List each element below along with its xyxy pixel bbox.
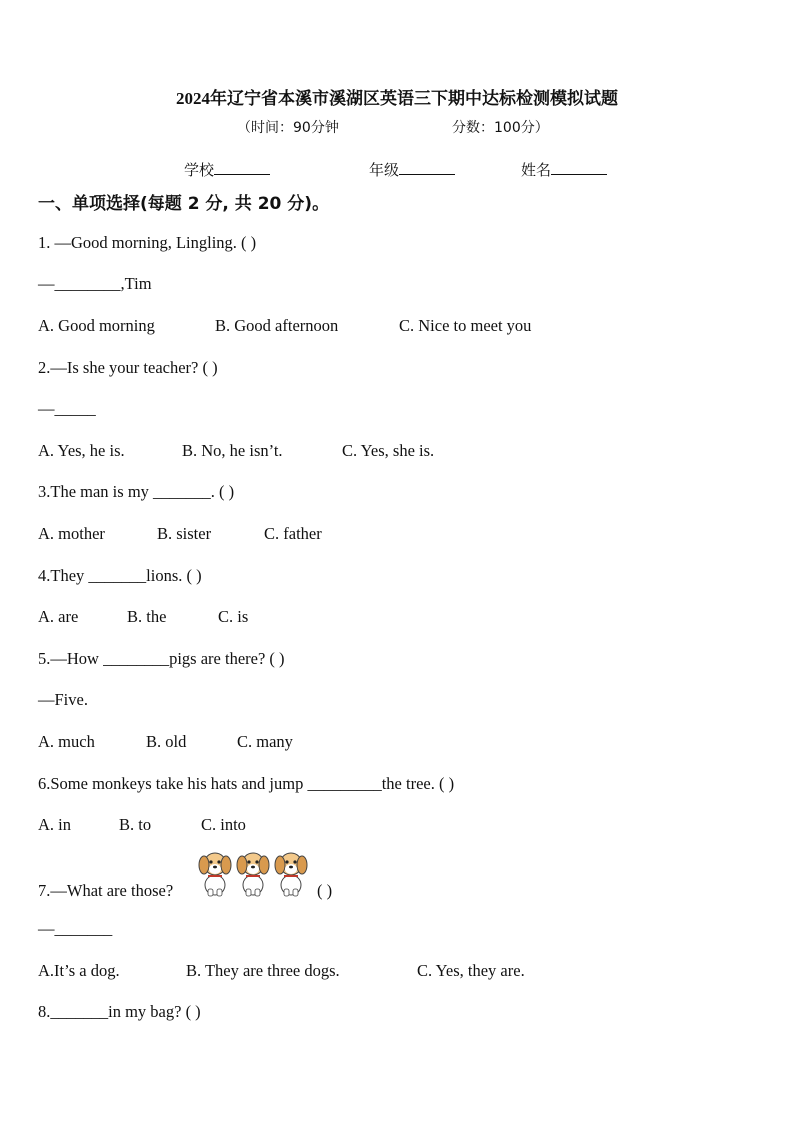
question-3-option-c[interactable]: C. father <box>264 524 322 543</box>
school-label: 学校 <box>184 161 215 179</box>
question-7-stem: 7.—What are those? <box>38 881 174 900</box>
question-2-option-c[interactable]: C. Yes, she is. <box>342 441 435 460</box>
question-5-reply: —Five. <box>38 690 88 709</box>
question-2-option-a[interactable]: A. Yes, he is. <box>38 441 125 460</box>
name-label: 姓名 <box>521 161 552 179</box>
dog-icon <box>199 853 231 896</box>
question-5-stem: 5.—How ________pigs are there? ( ) <box>38 649 285 668</box>
question-6-option-b[interactable]: B. to <box>119 815 152 834</box>
question-4-option-a[interactable]: A. are <box>38 607 79 626</box>
dog-icon <box>275 853 307 896</box>
question-5-option-c[interactable]: C. many <box>237 732 293 751</box>
question-6-option-c[interactable]: C. into <box>201 815 246 834</box>
question-1-option-c[interactable]: C. Nice to meet you <box>399 316 532 335</box>
question-2-stem: 2.—Is she your teacher? ( ) <box>38 358 218 377</box>
question-3-stem: 3.The man is my _______. ( ) <box>38 482 235 501</box>
question-3-option-a[interactable]: A. mother <box>38 524 105 543</box>
dog-icon <box>237 853 269 896</box>
question-5-option-a[interactable]: A. much <box>38 732 95 751</box>
question-7-reply: —_______ <box>38 919 113 938</box>
question-4-option-c[interactable]: C. is <box>218 607 249 626</box>
section-title: 一、单项选择(每题 2 分, 共 20 分)。 <box>38 194 330 214</box>
question-3-option-b[interactable]: B. sister <box>157 524 212 543</box>
question-6-option-a[interactable]: A. in <box>38 815 71 834</box>
three-dogs-illustration <box>197 849 309 897</box>
page-title: 2024年辽宁省本溪市溪湖区英语三下期中达标检测模拟试题 <box>176 89 618 108</box>
question-1-stem: 1. —Good morning, Lingling. ( ) <box>38 233 257 252</box>
name-field[interactable] <box>521 159 607 180</box>
question-4-option-b[interactable]: B. the <box>127 607 167 626</box>
school-blank[interactable] <box>214 160 270 175</box>
question-7-answer-parens: ( ) <box>317 881 333 900</box>
grade-field[interactable] <box>369 159 455 180</box>
school-field[interactable] <box>184 159 270 180</box>
name-blank[interactable] <box>551 160 607 175</box>
question-1-option-a[interactable]: A. Good morning <box>38 316 155 335</box>
question-7-option-a[interactable]: A.It’s a dog. <box>38 961 120 980</box>
time-limit: （时间：90分钟 <box>237 120 339 136</box>
grade-label: 年级 <box>369 161 400 179</box>
question-1-reply: —________,Tim <box>38 274 152 293</box>
question-6-stem: 6.Some monkeys take his hats and jump _________the tree. ( ) <box>38 774 455 793</box>
total-score: 分数：100分） <box>452 120 549 136</box>
question-2-option-b[interactable]: B. No, he isn’t. <box>182 441 283 460</box>
question-2-reply: —_____ <box>38 399 96 418</box>
question-7-option-c[interactable]: C. Yes, they are. <box>417 961 525 980</box>
question-1-option-b[interactable]: B. Good afternoon <box>215 316 339 335</box>
question-5-option-b[interactable]: B. old <box>146 732 187 751</box>
question-7-option-b[interactable]: B. They are three dogs. <box>186 961 340 980</box>
grade-blank[interactable] <box>399 160 455 175</box>
question-8-stem: 8._______in my bag? ( ) <box>38 1002 201 1021</box>
question-4-stem: 4.They _______lions. ( ) <box>38 566 202 585</box>
